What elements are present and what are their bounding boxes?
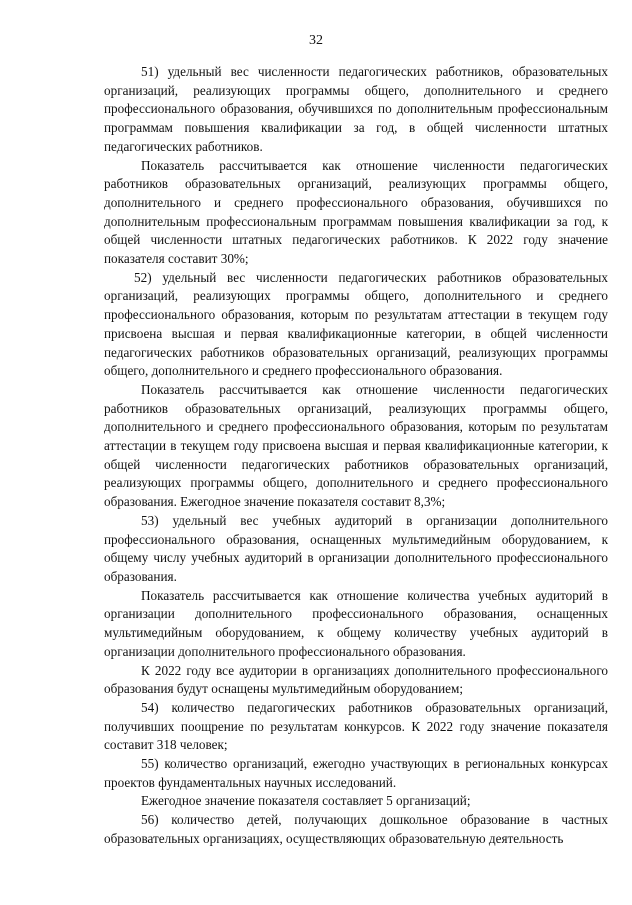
paragraph-item-53-target: К 2022 году все аудитории в организациях дополнительного профессионального образования будут оснащены мультимедийным оборудованием;: [104, 662, 608, 697]
paragraph-item-54: 54) количество педагогических работников образовательных организаций, получивших поощрение по результатам конкурсов. К 2022 году значение показателя составит 318 человек;: [104, 699, 608, 753]
page-number: 32: [309, 33, 323, 48]
paragraph-item-52-calculation: Показатель рассчитывается как отношение численности педагогических работников образовательных организаций, реализующих программы общего, дополнительного и среднего профессионального образования, которым по результатам аттестации в текущем году присвоена высшая и первая квалификационные категории, к общей численности педагогических работников образовательных организаций, реализующих программы общего, дополнительного и среднего профессионального образования. Ежегодное значение показателя составит 8,3%;: [104, 381, 608, 510]
paragraph-item-55-value: Ежегодное значение показателя составляет 5 организаций;: [141, 793, 471, 809]
document-body: [104, 63, 608, 849]
paragraph-item-56: 56) количество детей, получающих дошкольное образование в частных образовательных организациях, осуществляющих образовательную деятельность: [104, 812, 608, 846]
paragraph-item-53-calculation: Показатель рассчитывается как отношение количества учебных аудиторий в организации дополнительного профессионального образования, оснащенных мультимедийным оборудованием, к общему количеству учебных аудиторий в организации дополнительного профессионального образования.: [104, 587, 608, 659]
paragraph-item-52: 52) удельный вес численности педагогических работников образовательных организаций, реализующих программы общего, дополнительного и среднего профессионального образования, которым по результатам аттестации в текущем году присвоена высшая и первая квалификационные категории, в общей численности педагогических работников образовательных организаций, реализующих программы общего, дополнительного и среднего профессионального образования.: [104, 269, 608, 379]
paragraph-item-51: 51) удельный вес численности педагогических работников, образовательных организаций, реализующих программы общего, дополнительного и среднего профессионального образования, обучившихся по дополнительным профессиональным программам повышения квалификации за год, в общей численности штатных педагогических работников.: [104, 64, 608, 154]
paragraph-item-55: 55) количество организаций, ежегодно участвующих в региональных конкурсах проектов фундаментальных научных исследований.: [104, 756, 608, 790]
paragraph-item-51-calculation: Показатель рассчитывается как отношение численности педагогических работников образовательных организаций, реализующих программы общего, дополнительного и среднего профессионального образования, обучившихся по дополнительным профессиональным программам повышения квалификации за год, к общей численности штатных педагогических работников. К 2022 году значение показателя составит 30%;: [104, 157, 608, 267]
paragraph-item-53: 53) удельный вес учебных аудиторий в организации дополнительного профессионального образования, оснащенных мультимедийным оборудованием, к общему числу учебных аудиторий в организации дополнительного профессионального образования.: [104, 512, 608, 584]
